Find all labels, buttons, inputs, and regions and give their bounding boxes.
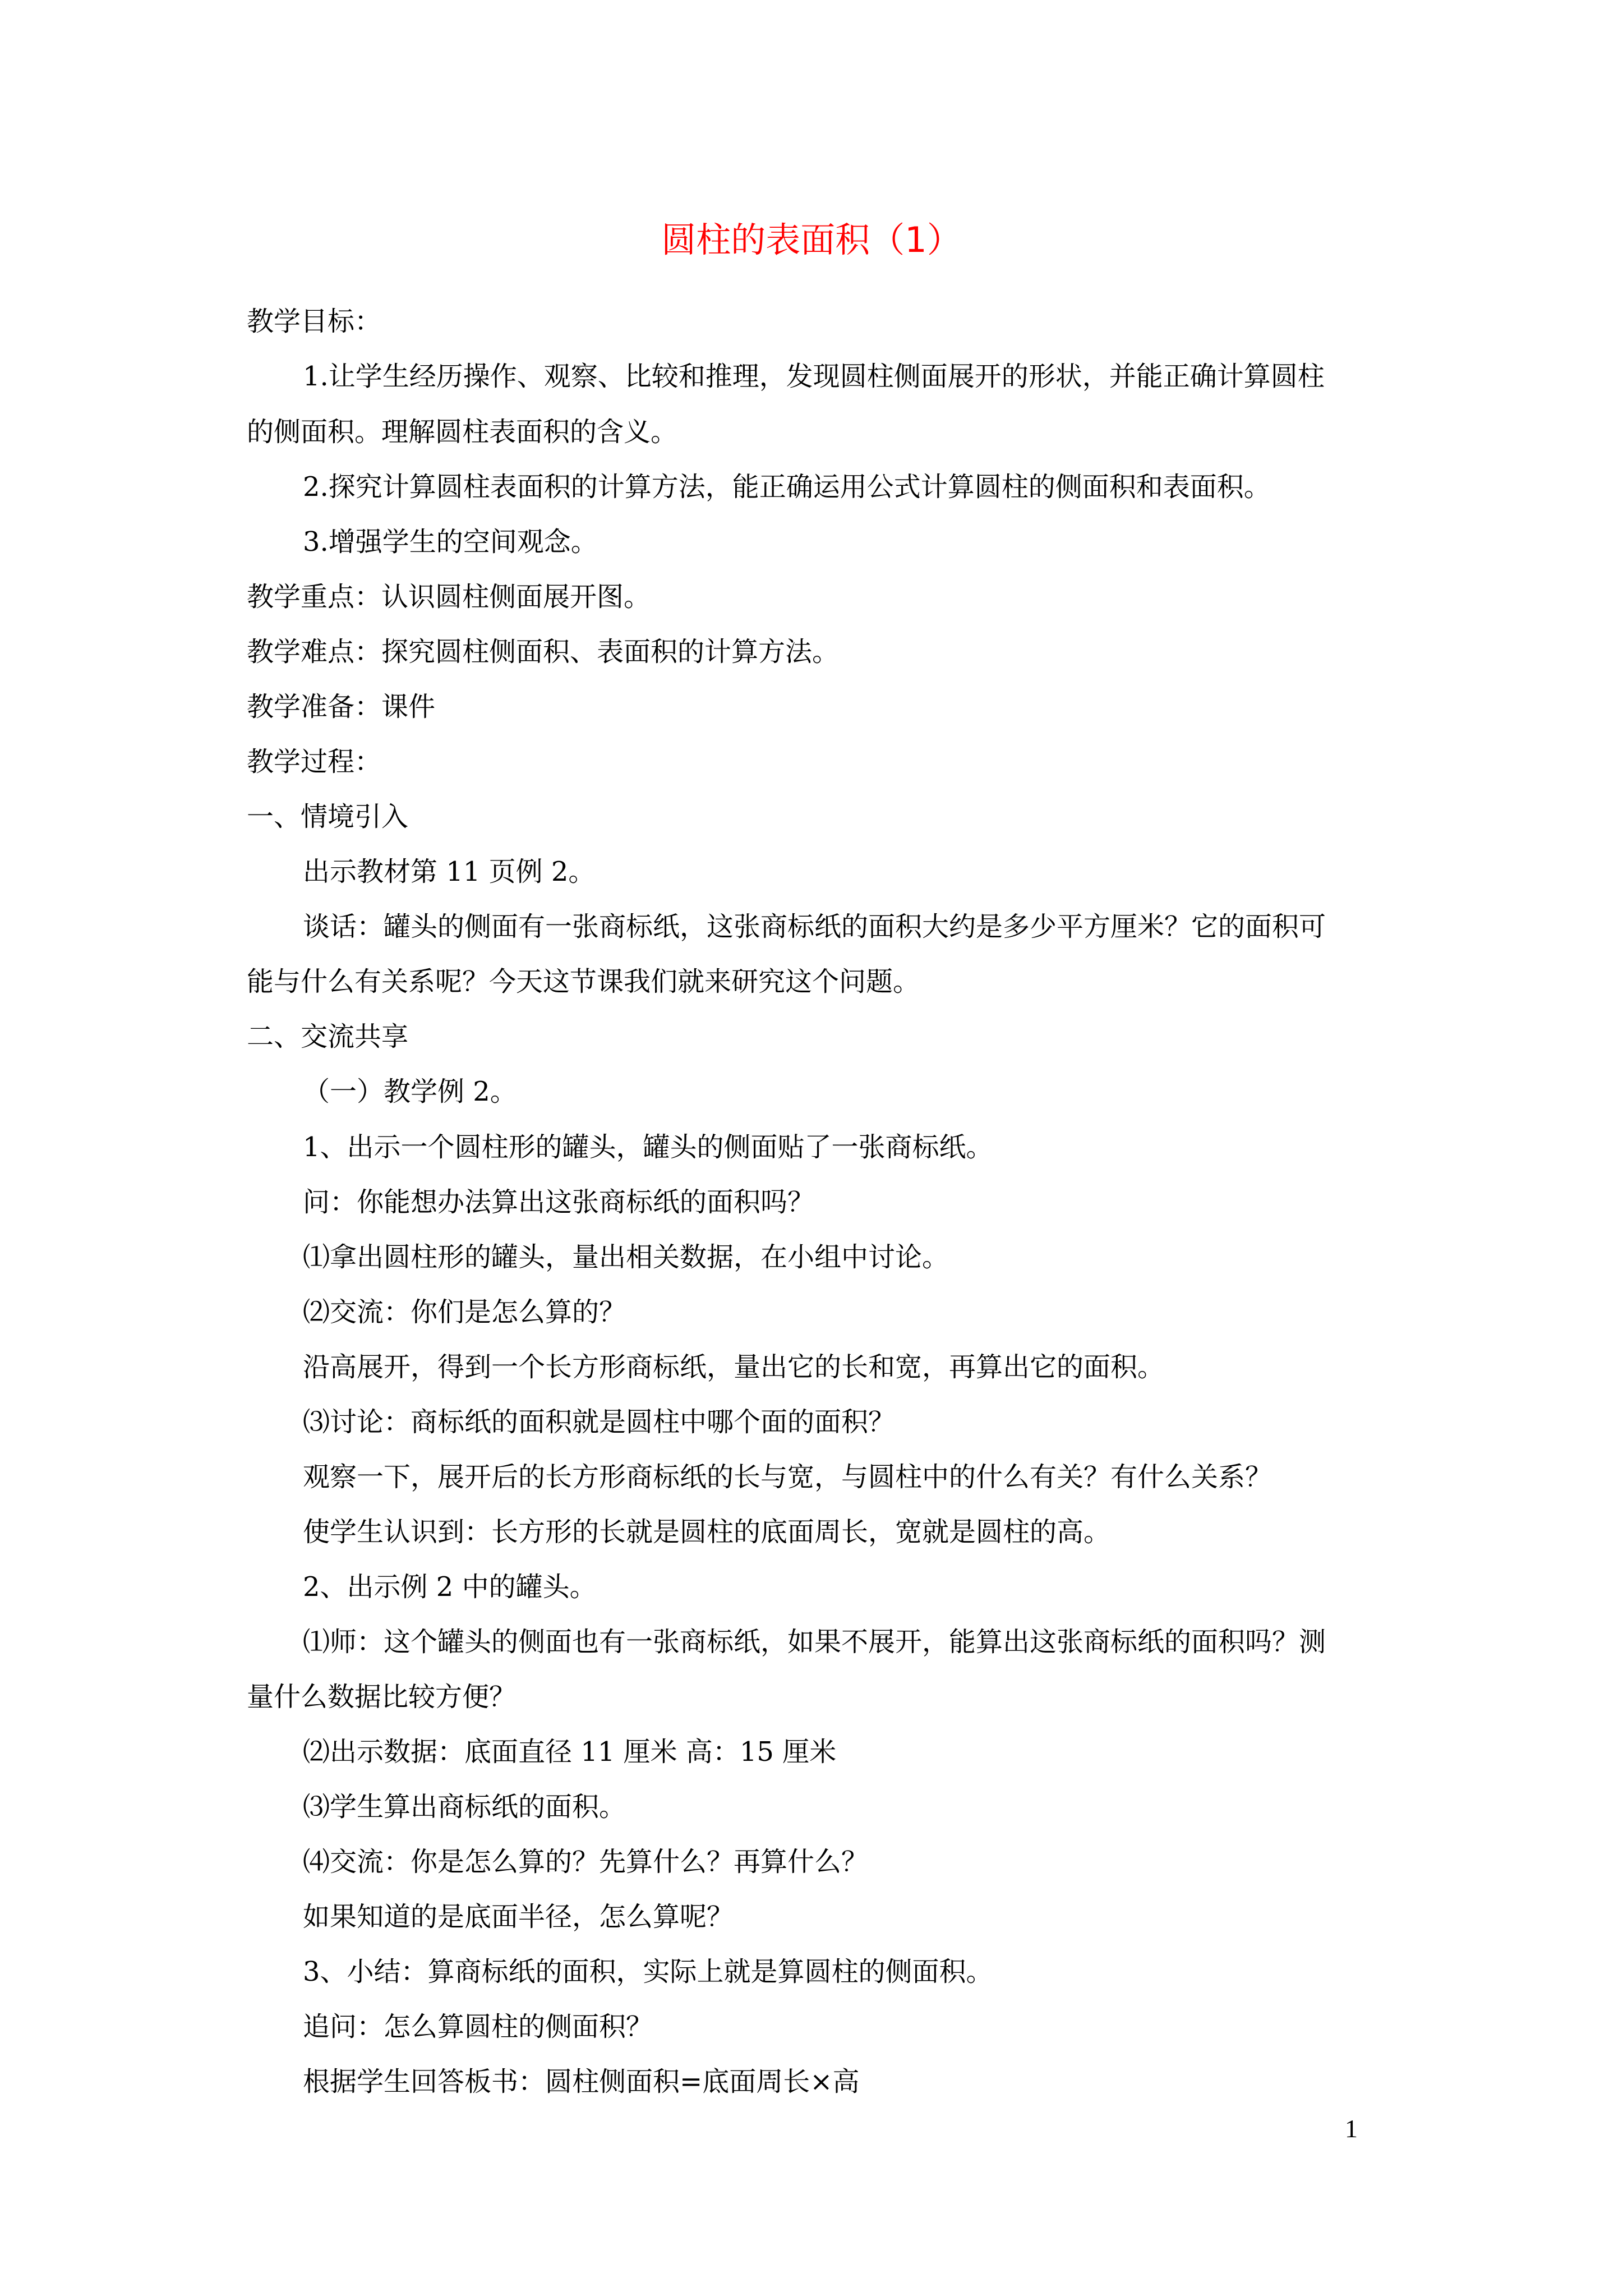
paragraph-line: 3.增强学生的空间观念。 [303, 526, 598, 558]
paragraph-line: 3、小结：算商标纸的面积，实际上就是算圆柱的侧面积。 [303, 1956, 993, 1987]
paragraph-line: 使学生认识到：长方形的长就是圆柱的底面周长，宽就是圆柱的高。 [303, 1516, 1111, 1548]
paragraph-line: 教学难点：探究圆柱侧面积、表面积的计算方法。 [247, 636, 840, 668]
paragraph-line: 问：你能想办法算出这张商标纸的面积吗？ [303, 1186, 815, 1218]
paragraph-line: 出示教材第 11 页例 2。 [303, 856, 596, 887]
paragraph-line: ⑷交流：你是怎么算的？先算什么？再算什么？ [303, 1846, 869, 1878]
page-number: 1 [1345, 2114, 1358, 2143]
paragraph-line: 一、情境引入 [247, 801, 409, 832]
paragraph-line: 教学过程： [247, 746, 382, 777]
paragraph-line: 沿高展开，得到一个长方形商标纸，量出它的长和宽，再算出它的面积。 [303, 1351, 1165, 1383]
paragraph-line: 量什么数据比较方便？ [247, 1681, 517, 1713]
paragraph-line: 1.让学生经历操作、观察、比较和推理，发现圆柱侧面展开的形状，并能正确计算圆柱 [303, 361, 1325, 392]
paragraph-line: ⑶讨论：商标纸的面积就是圆柱中哪个面的面积？ [303, 1406, 896, 1438]
paragraph-line: ⑵出示数据：底面直径 11 厘米 高：15 厘米 [303, 1736, 837, 1768]
paragraph-line: ⑵交流：你们是怎么算的？ [303, 1296, 626, 1328]
paragraph-line: 追问：怎么算圆柱的侧面积？ [303, 2011, 653, 2042]
paragraph-line: 谈话：罐头的侧面有一张商标纸，这张商标纸的面积大约是多少平方厘米？它的面积可 [303, 911, 1326, 942]
paragraph-line: 的侧面积。理解圆柱表面积的含义。 [247, 416, 678, 448]
paragraph-line: 教学重点：认识圆柱侧面展开图。 [247, 581, 651, 613]
paragraph-line: ⑴师：这个罐头的侧面也有一张商标纸，如果不展开，能算出这张商标纸的面积吗？测 [303, 1626, 1326, 1658]
paragraph-line: 2.探究计算圆柱表面积的计算方法，能正确运用公式计算圆柱的侧面积和表面积。 [303, 471, 1271, 503]
paragraph-line: 1、出示一个圆柱形的罐头，罐头的侧面贴了一张商标纸。 [303, 1131, 993, 1163]
paragraph-line: ⑴拿出圆柱形的罐头，量出相关数据，在小组中讨论。 [303, 1241, 949, 1273]
paragraph-line: 能与什么有关系呢？今天这节课我们就来研究这个问题。 [247, 966, 920, 997]
paragraph-line: 二、交流共享 [247, 1021, 409, 1052]
paragraph-line: 2、出示例 2 中的罐头。 [303, 1571, 597, 1603]
paragraph-line: 观察一下，展开后的长方形商标纸的长与宽，与圆柱中的什么有关？有什么关系？ [303, 1461, 1272, 1493]
paragraph-line: ⑶学生算出商标纸的面积。 [303, 1791, 626, 1823]
paragraph-line: 教学准备：课件 [247, 691, 436, 723]
paragraph-line: （一）教学例 2。 [303, 1076, 517, 1107]
paragraph-line: 如果知道的是底面半径，怎么算呢？ [303, 1901, 734, 1932]
document-title: 圆柱的表面积（1） [661, 219, 962, 260]
paragraph-line: 教学目标： [247, 306, 382, 337]
paragraph-line: 根据学生回答板书：圆柱侧面积=底面周长×高 [303, 2066, 860, 2097]
